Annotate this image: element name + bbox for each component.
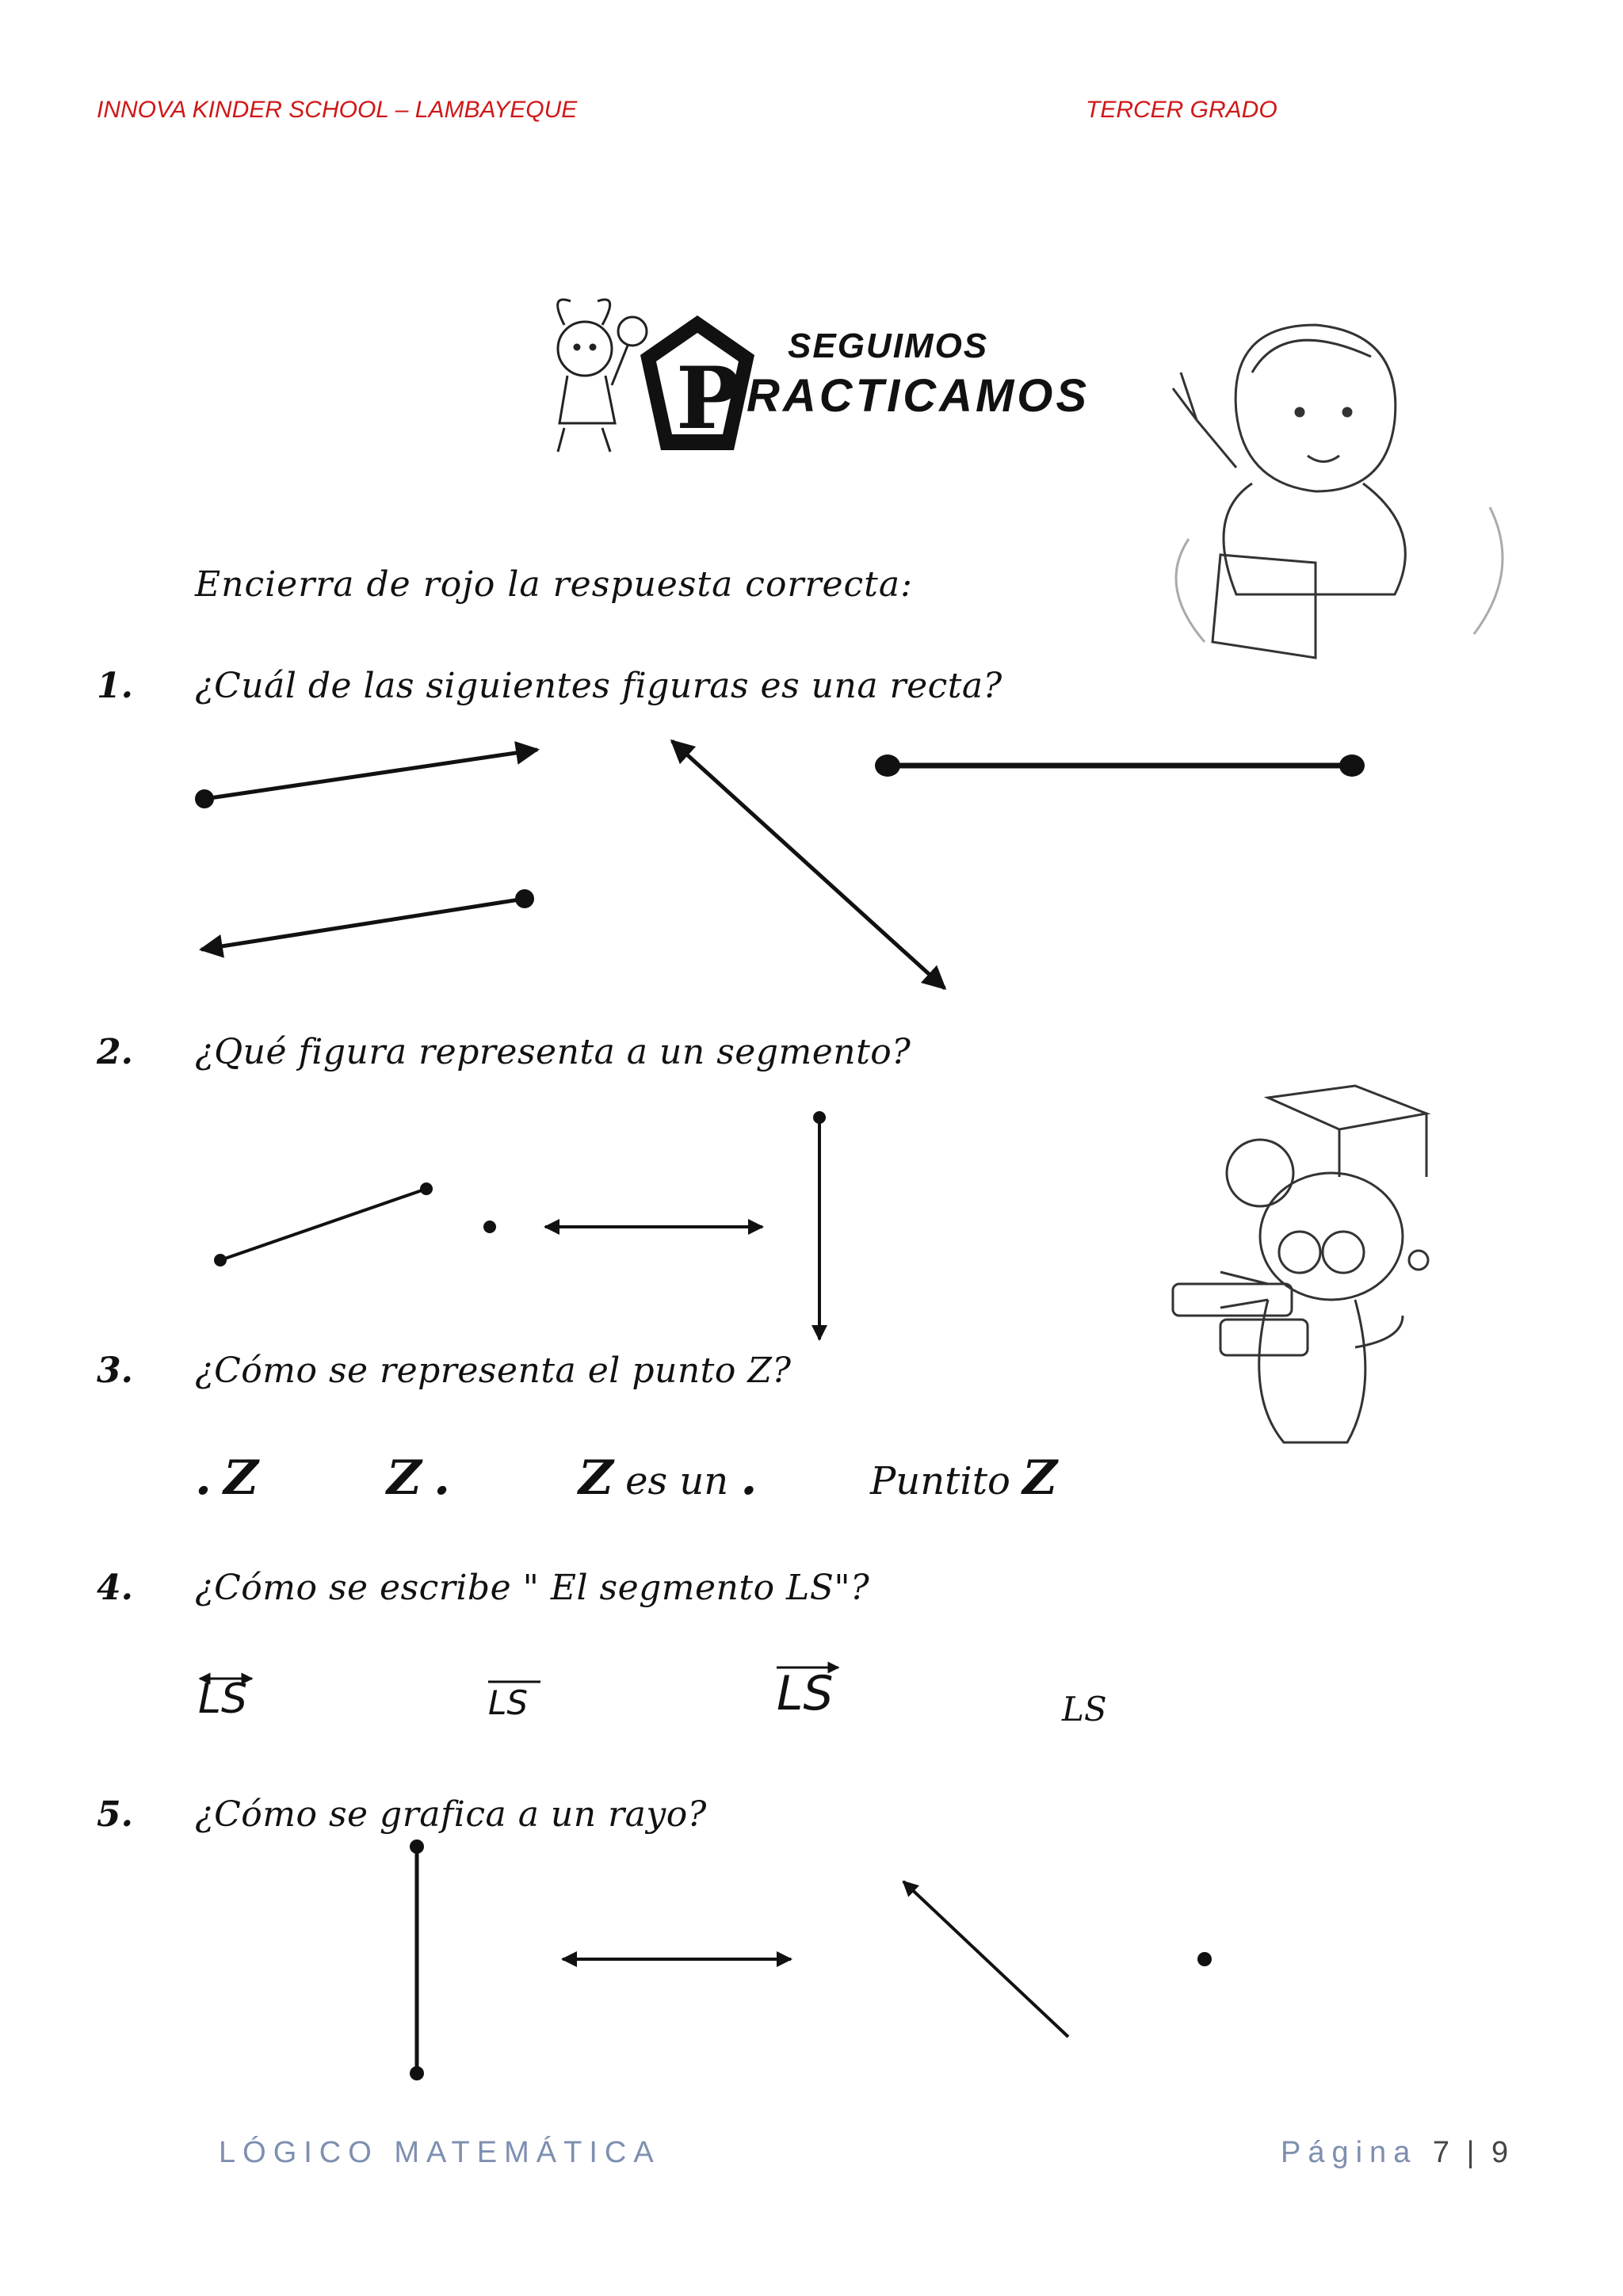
q3-option-c: [579, 1450, 757, 1506]
q2-segment-end-a: [214, 1254, 227, 1266]
q3-option-a: [195, 1450, 258, 1506]
banner-seguimos: SEGUIMOS: [788, 327, 989, 365]
q2-ray-down-endpoint: [813, 1111, 826, 1124]
q1-text: ¿Cuál de las siguientes figuras es una recta?: [195, 666, 1002, 706]
q5-ray: [903, 1881, 1068, 2037]
q5-figures: [410, 1839, 1212, 2080]
q5-text: ¿Cómo se grafica a un rayo?: [195, 1794, 707, 1835]
girl-illustration: [558, 300, 647, 452]
q3-b-dot: .: [433, 1450, 450, 1506]
q2-number: 2.: [97, 1032, 133, 1072]
q3-c-z: Z: [579, 1450, 613, 1506]
q4-notation-marks: [200, 1668, 838, 1682]
q4-option-c: LS: [777, 1666, 834, 1721]
footer-page-word: Página: [1281, 2136, 1418, 2169]
q3-b-z: Z: [387, 1450, 422, 1506]
q3-d-z: Z: [1022, 1450, 1058, 1506]
q5-segment-end-a: [410, 1839, 424, 1854]
q4-option-b: LS: [488, 1683, 529, 1722]
school-header: INNOVA KINDER SCHOOL – LAMBAYEQUE: [97, 97, 578, 123]
q1-segment-end-b: [1339, 755, 1365, 777]
footer-subject: LÓGICO MATEMÁTICA: [219, 2136, 661, 2169]
grade-header: TERCER GRADO: [1086, 97, 1277, 123]
q4-text: ¿Cómo se escribe " El segmento LS"?: [195, 1568, 870, 1608]
banner-practicamos: RACTICAMOS: [747, 370, 1090, 422]
footer-separator: |: [1466, 2136, 1476, 2169]
q3-a-dot: .: [195, 1450, 212, 1506]
q3-c-mid: es un: [625, 1459, 729, 1503]
footer-page: [1281, 2136, 1510, 2170]
q2-text: ¿Qué figura representa a un segmento?: [195, 1032, 911, 1072]
q1-segment-end-a: [875, 755, 900, 777]
q4-option-d: LS: [1062, 1690, 1107, 1729]
q1-ray-right-endpoint: [195, 789, 214, 808]
q5-number: 5.: [97, 1794, 133, 1835]
q2-segment-end-b: [420, 1182, 433, 1195]
q2-segment: [220, 1189, 426, 1260]
q1-ray-right: [204, 750, 537, 799]
q3-text: ¿Cómo se representa el punto Z?: [195, 1350, 792, 1391]
q4-option-a: LS: [198, 1675, 247, 1723]
q3-number: 3.: [97, 1350, 133, 1391]
q2-figures: [214, 1111, 826, 1339]
q3-d-word: Puntito: [870, 1459, 1010, 1503]
q1-line-diagonal: [672, 741, 945, 988]
q5-point: [1197, 1952, 1212, 1966]
mouse-illustration: [1173, 1086, 1428, 1442]
footer-page-total: 9: [1491, 2136, 1510, 2169]
q3-option-b: [387, 1450, 450, 1506]
q5-segment-end-b: [410, 2066, 424, 2080]
q1-number: 1.: [97, 666, 133, 706]
footer-page-number: 7: [1432, 2136, 1452, 2169]
q4-number: 4.: [97, 1568, 133, 1608]
badge-letter: P: [676, 349, 741, 449]
q3-c-dot: .: [740, 1450, 758, 1506]
q3-a-z: Z: [223, 1450, 258, 1506]
q1-figures: [195, 741, 1365, 988]
instruction: Encierra de rojo la respuesta correcta:: [195, 564, 913, 605]
boy-illustration: [1173, 325, 1503, 658]
q3-option-d: [870, 1450, 1057, 1506]
q1-ray-left-endpoint: [515, 889, 534, 908]
q1-ray-left: [201, 899, 525, 949]
q2-point: [483, 1221, 496, 1233]
